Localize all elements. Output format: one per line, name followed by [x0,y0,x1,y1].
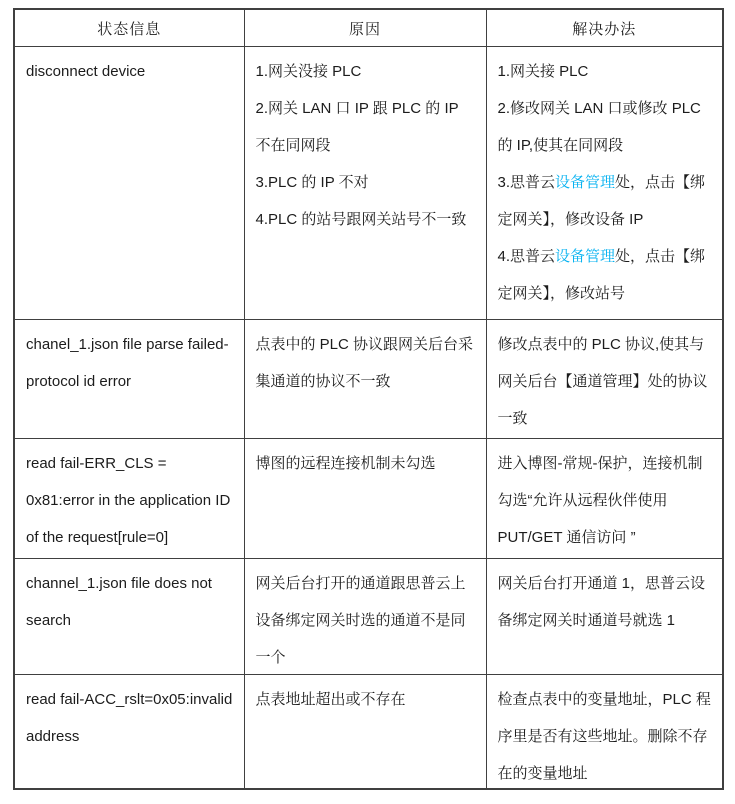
cell-content [15,47,244,319]
paragraph [256,164,475,201]
paragraph [498,164,712,238]
accent-term: 设备管理 [555,174,616,191]
table-row [14,439,723,559]
paragraph [256,445,475,482]
table-row [14,320,723,439]
text-run: 处，点击【绑定网关】，修改设备 IP [497,174,706,228]
paragraph [498,681,712,788]
paragraph [498,326,712,437]
cell-solution [486,320,723,439]
paragraph [26,445,233,556]
table-row [14,675,723,790]
text-run: channel_1.json file does not search [26,575,212,629]
cell-status [14,439,244,559]
text-run: 3.思普云 [497,174,556,191]
paragraph [256,326,475,400]
paragraph [498,445,712,556]
cell-solution [486,439,723,559]
cell-content [15,559,244,674]
cell-content [15,439,244,558]
paragraph [256,681,475,718]
column-header-status: 状态信息 [14,9,244,47]
cell-status [14,47,244,320]
text-run: 1.网关没接 PLC [255,63,362,80]
cell-solution [486,675,723,790]
text-run: read fail-ERR_CLS = 0x81:error in the application ID of the request[rule=0] [26,455,231,546]
paragraph [256,53,475,90]
paragraph [26,326,233,400]
text-run: 3.PLC 的 IP 不对 [255,174,369,191]
cell-content [487,675,723,788]
table-row [14,559,723,675]
paragraph [26,681,233,755]
cell-content [245,47,486,319]
paragraph [26,565,233,639]
cell-cause [244,47,486,320]
cell-content [245,559,486,674]
text-run: disconnect device [26,63,146,80]
cell-content [487,320,723,438]
cell-cause [244,320,486,439]
cell-content [245,439,486,558]
cell-content [487,439,723,558]
text-run: 检查点表中的变量地址，PLC 程序里是否有这些地址。删除不存在的变量地址 [497,691,711,782]
paragraph [256,201,475,238]
text-run: 博图的远程连接机制未勾选 [255,455,436,472]
cell-content [487,559,723,674]
cell-solution [486,559,723,675]
cell-content [245,320,486,438]
cell-status [14,675,244,790]
text-run: read fail-ACC_rslt=0x05:invalid address [26,691,233,745]
paragraph [498,565,712,639]
column-header-cause: 原因 [244,9,486,47]
text-run: 点表地址超出或不存在 [255,691,406,708]
cell-content [487,47,723,319]
cell-status [14,320,244,439]
paragraph [498,238,712,312]
table-row [14,47,723,320]
accent-term: 设备管理 [555,248,616,265]
cell-cause [244,439,486,559]
text-run: chanel_1.json file parse failed-protocol id error [26,336,229,390]
text-run: 4.思普云 [497,248,556,265]
text-run: 网关后台打开通道 1，思普云设备绑定网关时通道号就选 1 [497,575,706,629]
cell-status [14,559,244,675]
text-run: 2.网关 LAN 口 IP 跟 PLC 的 IP 不在同网段 [255,100,459,154]
cell-content [15,320,244,438]
paragraph [26,53,233,90]
paragraph [498,53,712,90]
text-run: 进入博图-常规-保护，连接机制勾选“允许从远程伙伴使用 PUT/GET 通信访问 ” [497,455,703,546]
text-run: 2.修改网关 LAN 口或修改 PLC 的 IP,使其在同网段 [497,100,701,154]
text-run: 点表中的 PLC 协议跟网关后台采集通道的协议不一致 [255,336,474,390]
header-row [14,9,723,47]
cell-solution [486,47,723,320]
cell-cause [244,675,486,790]
text-run: 网关后台打开的通道跟思普云上设备绑定网关时选的通道不是同一个 [255,575,466,666]
text-run: 1.网关接 PLC [497,63,589,80]
plc-troubleshooting-table [13,8,724,790]
paragraph [256,90,475,164]
cell-cause [244,559,486,675]
cell-content [245,675,486,788]
cell-content [15,675,244,788]
column-header-solution: 解决办法 [486,9,723,47]
text-run: 4.PLC 的站号跟网关站号不一致 [255,211,467,228]
paragraph [498,90,712,164]
text-run: 修改点表中的 PLC 协议,使其与网关后台【通道管理】处的协议一致 [497,336,708,427]
text-run: 处，点击【绑定网关】，修改站号 [497,248,706,302]
paragraph [256,565,475,674]
